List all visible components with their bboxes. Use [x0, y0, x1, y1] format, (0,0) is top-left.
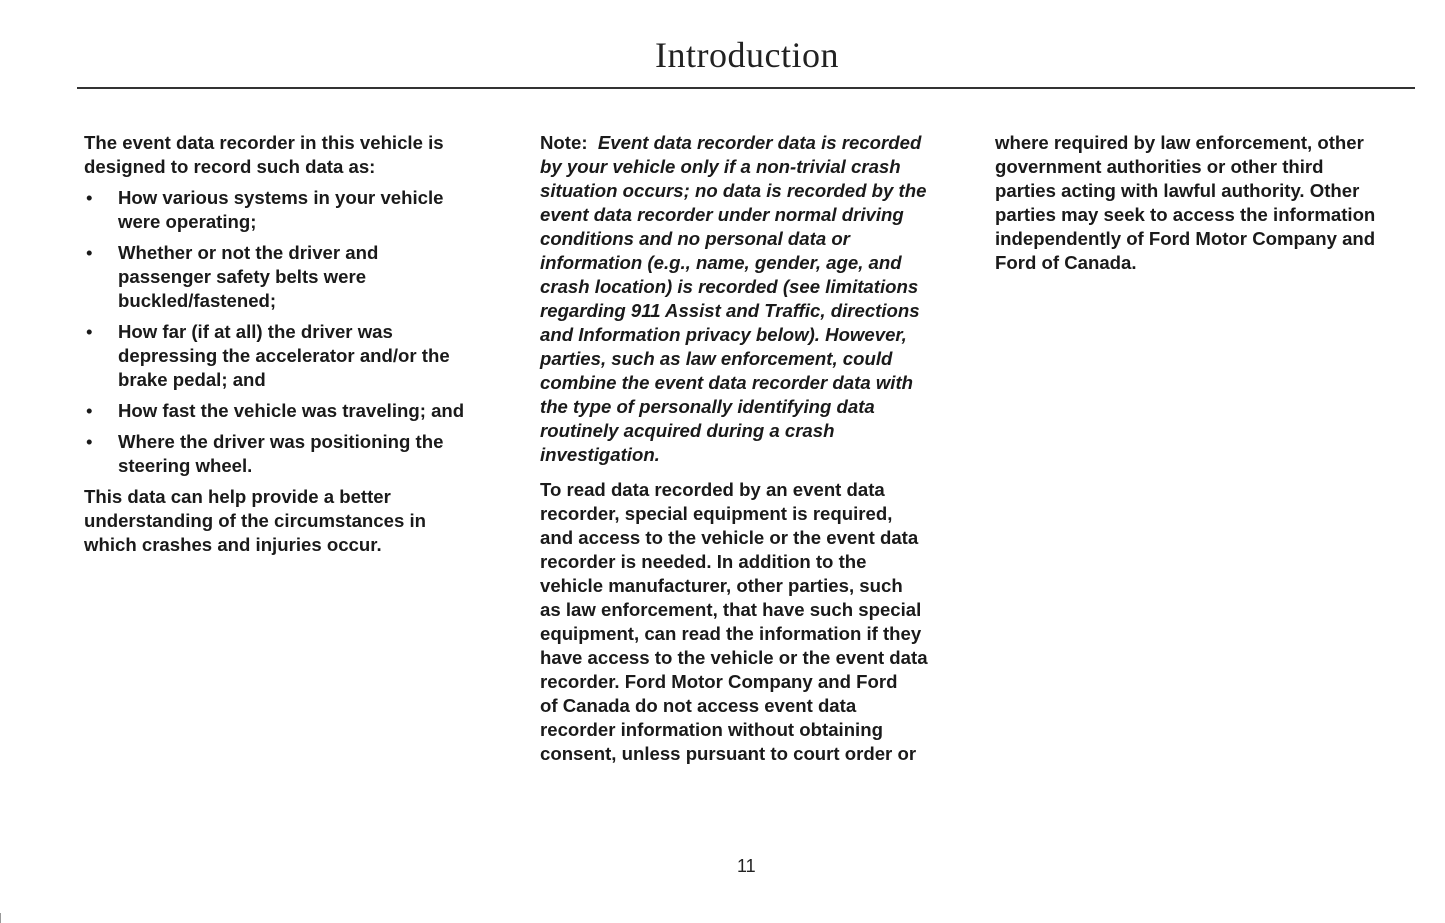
text-line: vehicle manufacturer, other parties, such	[540, 575, 903, 596]
access-paragraph	[540, 478, 980, 766]
bullet-icon: •	[86, 400, 93, 421]
text-line: the type of personally identifying data	[540, 396, 875, 417]
page-number: 11	[737, 856, 756, 876]
text-line: regarding 911 Assist and Traffic, directions	[540, 300, 920, 321]
note-label: Note:	[540, 132, 588, 153]
text-line: which crashes and injuries occur.	[84, 534, 382, 555]
text-line: brake pedal; and	[118, 369, 266, 390]
page-title: Introduction	[655, 35, 839, 75]
bullet-icon: •	[86, 187, 93, 208]
list-item	[84, 430, 524, 478]
text-line: situation occurs; no data is recorded by the	[540, 180, 927, 201]
list-item	[84, 186, 524, 234]
text-line: buckled/fastened;	[118, 290, 277, 311]
text-line: were operating;	[118, 211, 257, 232]
text-line: and access to the vehicle or the event data	[540, 527, 919, 548]
text-line: passenger safety belts were	[118, 266, 367, 287]
text-line: event data recorder under normal driving	[540, 204, 904, 225]
text-line: where required by law enforcement, other	[995, 132, 1364, 153]
crop-mark	[0, 913, 1, 923]
text-line: consent, unless pursuant to court order or	[540, 743, 917, 764]
text-line: steering wheel.	[118, 455, 253, 476]
text-line: have access to the vehicle or the event data	[540, 647, 928, 668]
bullet-icon: •	[86, 321, 93, 342]
list-item	[84, 241, 524, 313]
text-line: How fast the vehicle was traveling; and	[118, 400, 465, 421]
text-line: of Canada do not access event data	[540, 695, 857, 716]
text-line: recorder information without obtaining	[540, 719, 883, 740]
text-line: crash location) is recorded (see limitations	[540, 276, 919, 297]
text-line: routinely acquired during a crash	[540, 420, 835, 441]
text-line: combine the event data recorder data with	[540, 372, 914, 393]
text-line: To read data recorded by an event data	[540, 479, 885, 500]
text-line: investigation.	[540, 444, 660, 465]
note-text: Event data recorder data is recorded	[597, 132, 922, 153]
text-line: recorder. Ford Motor Company and Ford	[540, 671, 898, 692]
text-line: How far (if at all) the driver was	[118, 321, 393, 342]
intro-paragraph	[84, 131, 524, 179]
text-line: Whether or not the driver and	[118, 242, 379, 263]
text-line: equipment, can read the information if they	[540, 623, 922, 644]
list-item	[84, 399, 524, 423]
text-line: parties, such as law enforcement, could	[540, 348, 893, 369]
text-line: as law enforcement, that have such special	[540, 599, 922, 620]
note-paragraph	[540, 131, 980, 467]
text-line: Where the driver was positioning the	[118, 431, 444, 452]
header-rule	[77, 87, 1415, 89]
bullet-icon: •	[86, 242, 93, 263]
text-line: government authorities or other third	[995, 156, 1324, 177]
list-item	[84, 320, 524, 392]
text-line: parties may seek to access the information	[995, 204, 1376, 225]
text-line: Ford of Canada.	[995, 252, 1137, 273]
text-line: This data can help provide a better	[84, 486, 391, 507]
closing-paragraph	[84, 485, 524, 557]
column-3	[995, 131, 1435, 282]
text-line: recorder is needed. In addition to the	[540, 551, 867, 572]
text-line: conditions and no personal data or	[540, 228, 850, 249]
column-2	[540, 131, 980, 777]
text-line: depressing the accelerator and/or the	[118, 345, 450, 366]
text-line: recorder, special equipment is required,	[540, 503, 893, 524]
column-1	[84, 131, 524, 564]
bullet-list	[84, 186, 524, 478]
text-line: How various systems in your vehicle	[118, 187, 444, 208]
text-line: parties acting with lawful authority. Other	[995, 180, 1360, 201]
text-line: information (e.g., name, gender, age, and	[540, 252, 902, 273]
continued-paragraph	[995, 131, 1435, 275]
text-line: and Information privacy below). However,	[540, 324, 907, 345]
text-line: The event data recorder in this vehicle is	[84, 132, 444, 153]
text-line: independently of Ford Motor Company and	[995, 228, 1376, 249]
bullet-icon: •	[86, 431, 93, 452]
text-line: by your vehicle only if a non-trivial crash	[540, 156, 901, 177]
text-line: understanding of the circumstances in	[84, 510, 426, 531]
text-line: designed to record such data as:	[84, 156, 376, 177]
